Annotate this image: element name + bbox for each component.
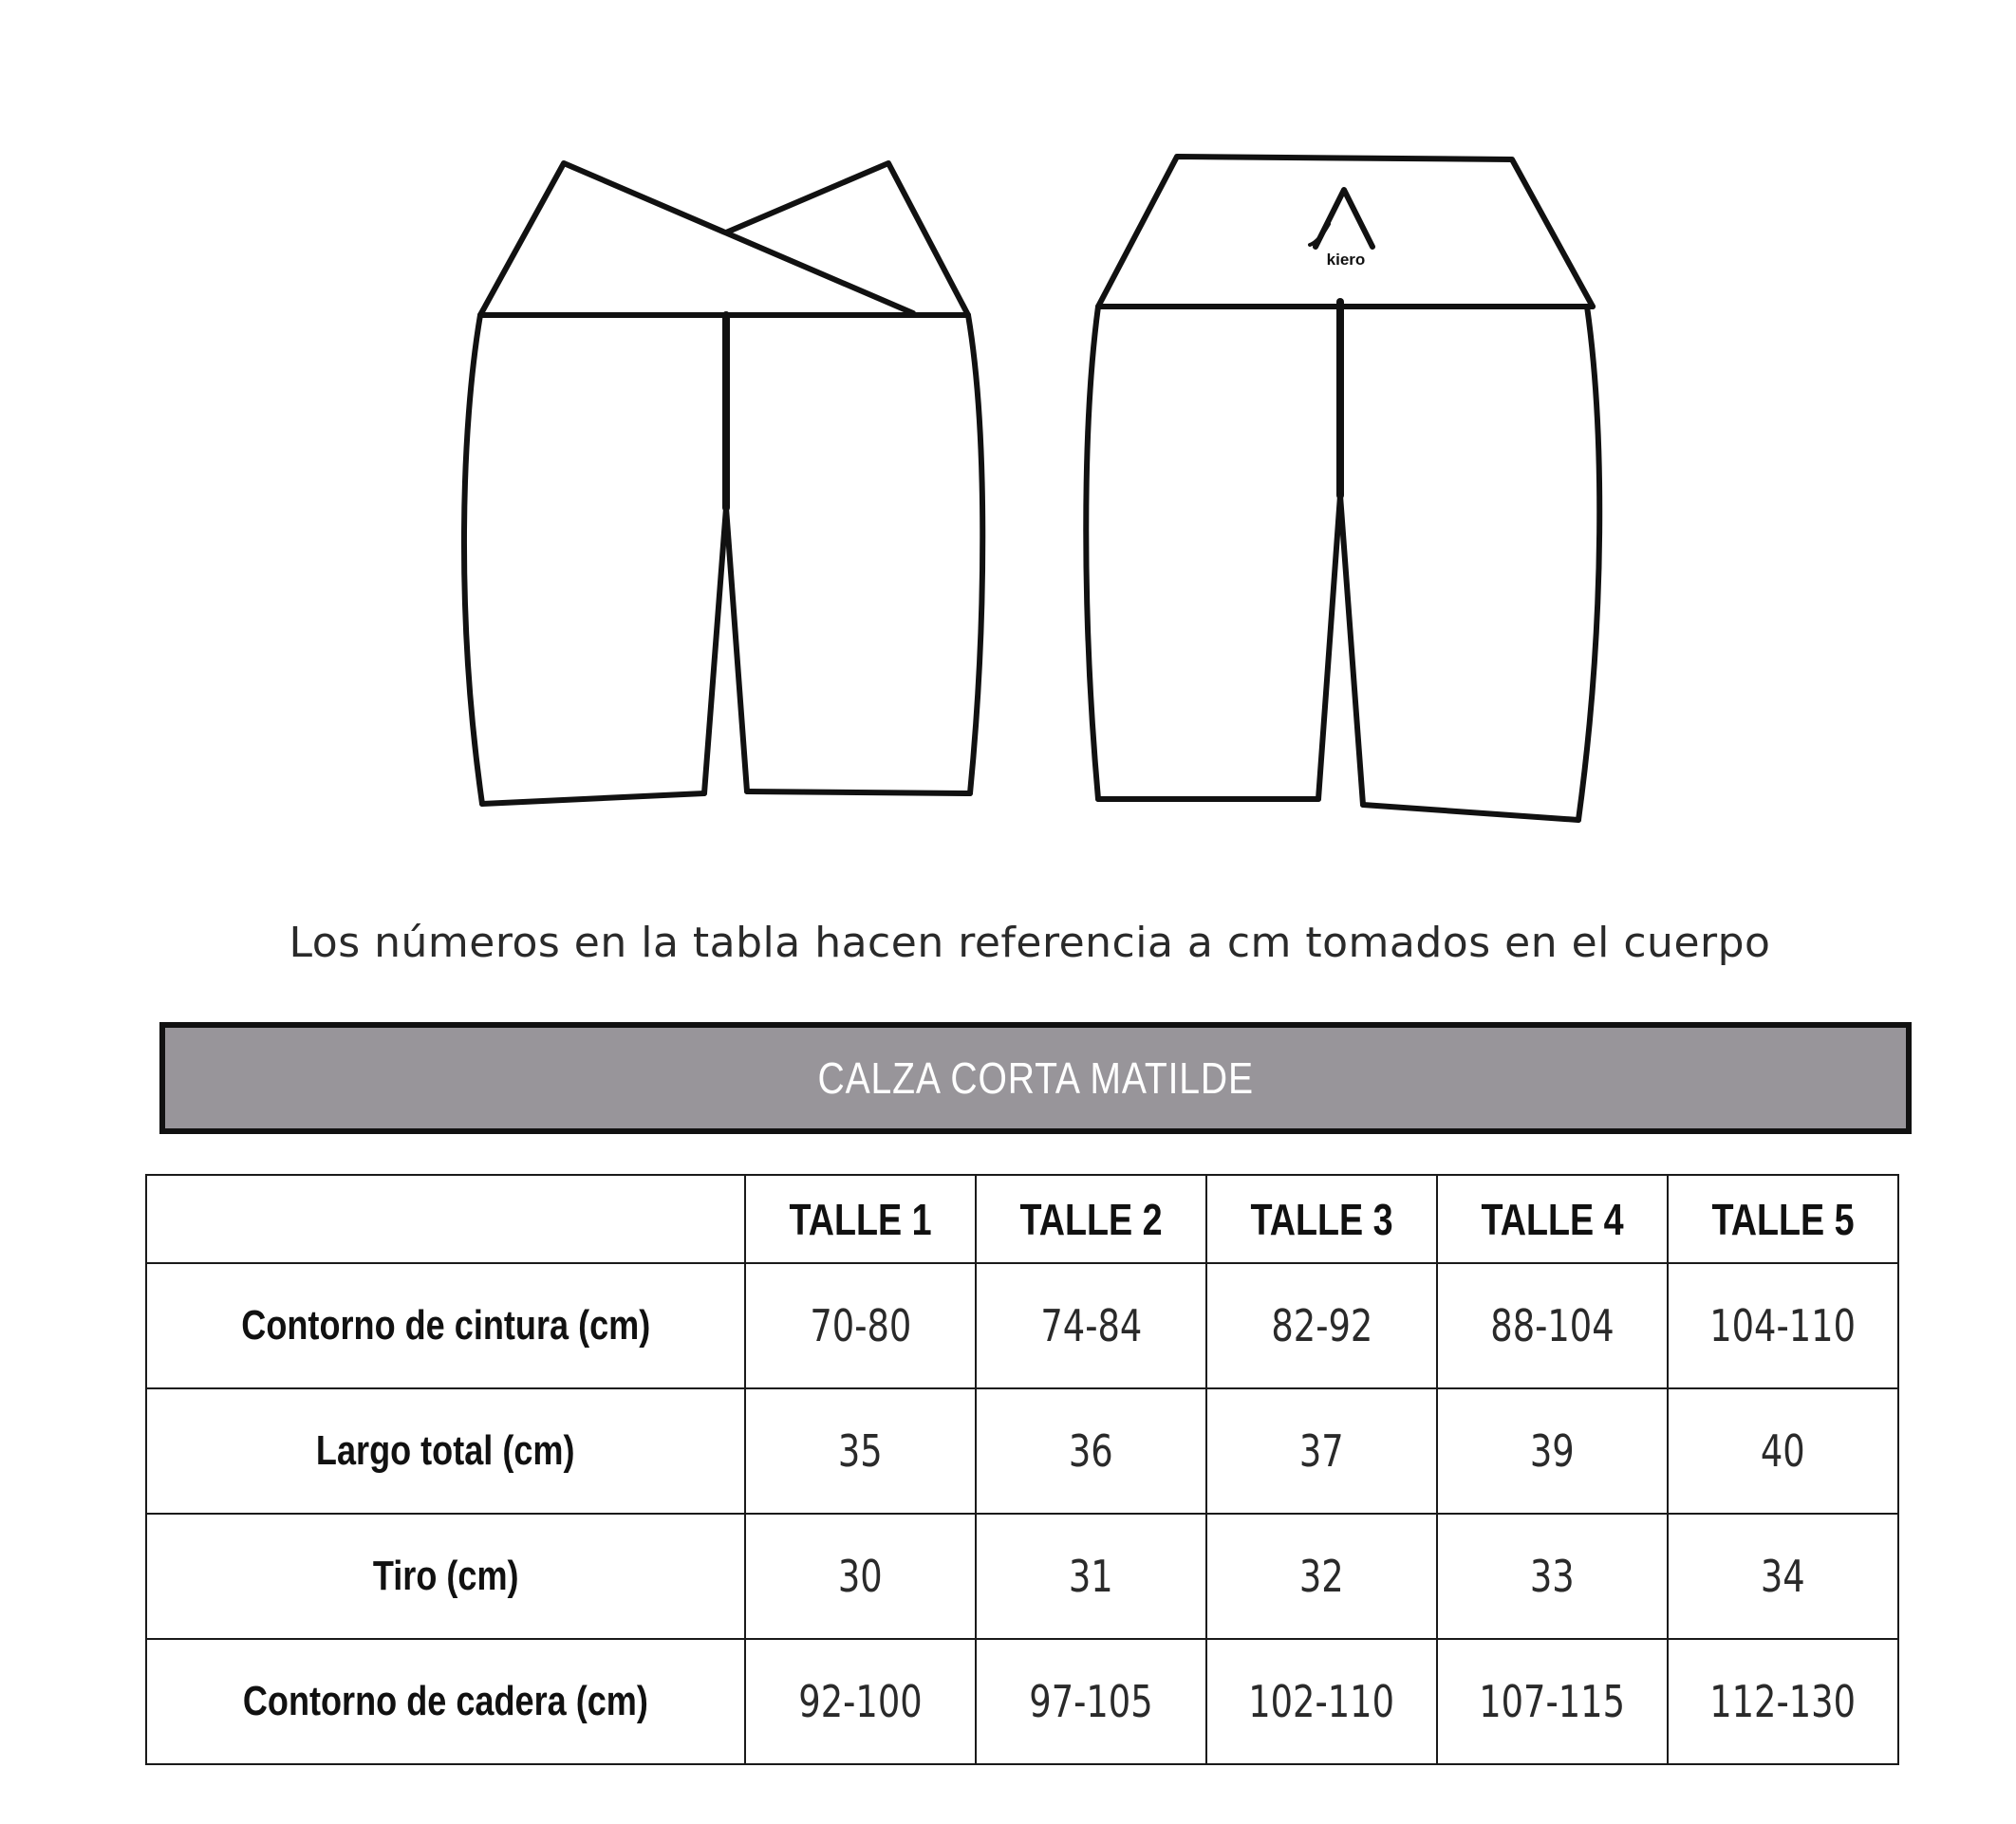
header-cell-talle-3: TALLE 3: [1206, 1175, 1437, 1263]
table-cell: 34: [1668, 1514, 1898, 1639]
row-label: Contorno de cadera (cm): [146, 1639, 745, 1764]
table-cell: 40: [1668, 1388, 1898, 1514]
table-cell: 102-110: [1206, 1639, 1437, 1764]
table-cell: 97-105: [976, 1639, 1206, 1764]
product-title-banner: [159, 1022, 1912, 1134]
table-cell: 39: [1437, 1388, 1668, 1514]
header-cell-empty: [146, 1175, 745, 1263]
table-cell: 74-84: [976, 1263, 1206, 1388]
table-cell: 112-130: [1668, 1639, 1898, 1764]
table-cell: 36: [976, 1388, 1206, 1514]
table-cell: 104-110: [1668, 1263, 1898, 1388]
table-row: [146, 1263, 1898, 1388]
product-title: CALZA CORTA MATILDE: [817, 1053, 1254, 1103]
front-view-drawing: [464, 163, 982, 804]
table-cell: 33: [1437, 1514, 1668, 1639]
row-label: Largo total (cm): [146, 1388, 745, 1514]
header-cell-talle-2: TALLE 2: [976, 1175, 1206, 1263]
table-cell: 35: [745, 1388, 976, 1514]
table-cell: 30: [745, 1514, 976, 1639]
row-label: Tiro (cm): [146, 1514, 745, 1639]
table-row: [146, 1514, 1898, 1639]
size-table: [145, 1174, 1899, 1765]
table-cell: 31: [976, 1514, 1206, 1639]
header-cell-talle-4: TALLE 4: [1437, 1175, 1668, 1263]
table-header-row: [146, 1175, 1898, 1263]
table-row: [146, 1388, 1898, 1514]
table-cell: 37: [1206, 1388, 1437, 1514]
table-cell: 92-100: [745, 1639, 976, 1764]
logo-text: kiero: [1326, 251, 1366, 269]
row-label: Contorno de cintura (cm): [146, 1263, 745, 1388]
table-cell: 82-92: [1206, 1263, 1437, 1388]
brand-logo: [1310, 190, 1372, 269]
table-row: [146, 1639, 1898, 1764]
header-cell-talle-5: TALLE 5: [1668, 1175, 1898, 1263]
table-cell: 88-104: [1437, 1263, 1668, 1388]
header-cell-talle-1: TALLE 1: [745, 1175, 976, 1263]
garment-drawings: [0, 0, 2016, 854]
measurement-note: Los números en la tabla hacen referencia a cm tomados en el cuerpo: [289, 919, 1771, 967]
table-cell: 70-80: [745, 1263, 976, 1388]
table-cell: 32: [1206, 1514, 1437, 1639]
table-cell: 107-115: [1437, 1639, 1668, 1764]
